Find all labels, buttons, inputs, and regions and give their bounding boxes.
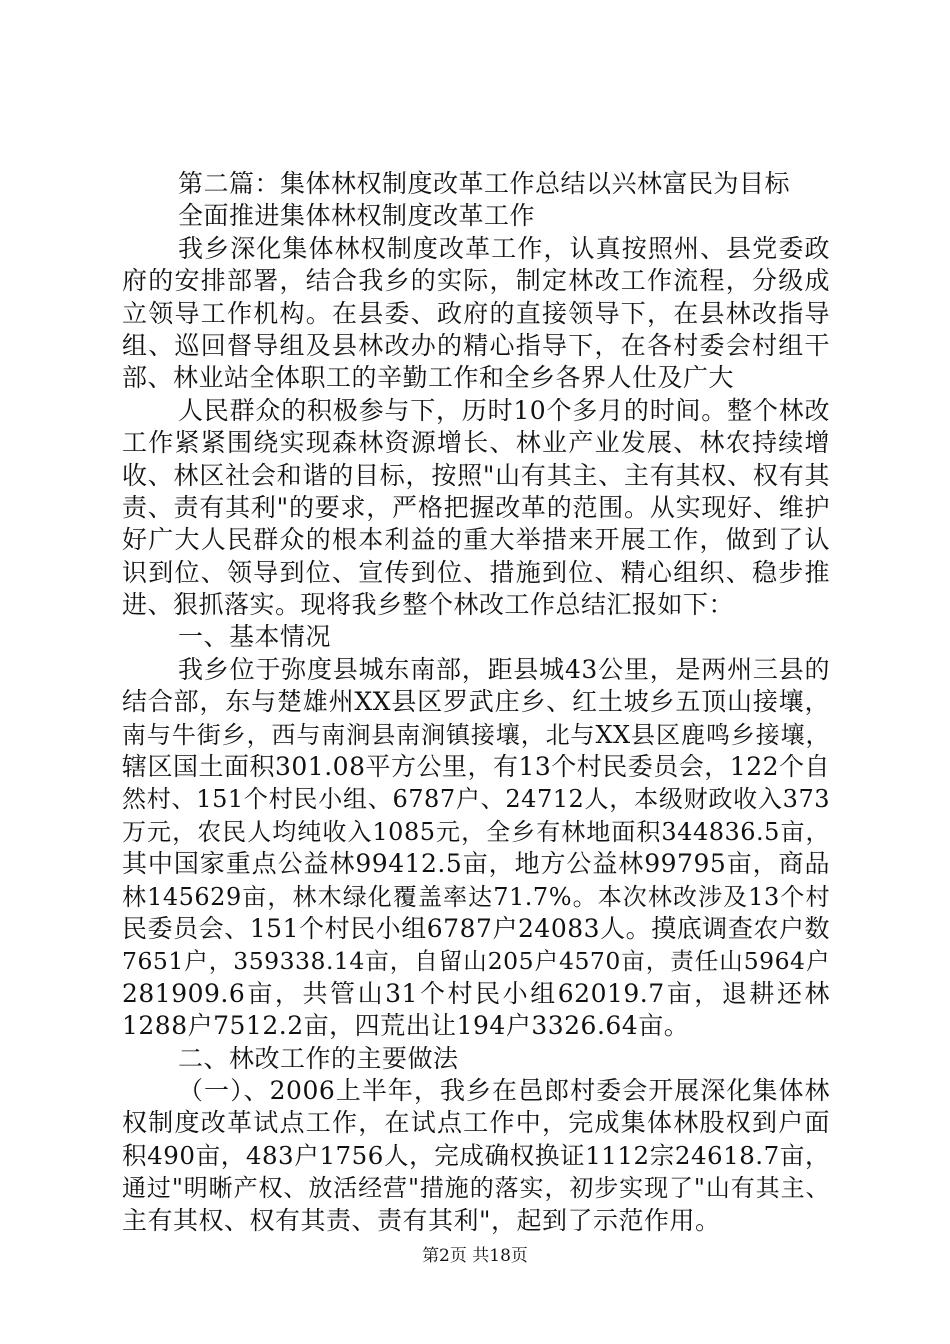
text-line: 然村、151个村民小组、6787户、24712人，本级财政收入373: [122, 785, 830, 814]
page-footer: 第2页 共18页: [422, 1246, 528, 1266]
text-line: 7651户，359338.14亩，自留山205户4570亩，责任山5964户: [122, 947, 830, 976]
text-line: （一）、2006上半年，我乡在邑郎村委会开展深化集体林: [178, 1075, 830, 1105]
text-line: 部、林业站全体职工的辛勤工作和全乡各界人仕及广大: [122, 363, 735, 393]
text-line: 好广大人民群众的根本利益的重大举措来开展工作，做到了认: [122, 525, 830, 555]
text-line: 主有其权、权有其责、责有其利"，起到了示范作用。: [122, 1205, 721, 1235]
text-line: 工作紧紧围绕实现森林资源增长、林业产业发展、林农持续增: [122, 428, 830, 458]
text-line: 权制度改革试点工作，在试点工作中，完成集体林股权到户面: [122, 1108, 830, 1138]
text-line: 辖区国土面积301.08平方公里，有13个村民委员会，122个自: [122, 752, 831, 782]
text-line: 通过"明晰产权、放活经营"措施的落实，初步实现了"山有其主、: [122, 1174, 830, 1203]
text-line: 识到位、领导到位、宣传到位、措施到位、精心组织、稳步推: [122, 557, 830, 587]
text-line: 二、林改工作的主要做法: [178, 1043, 459, 1073]
text-line: 进、狠抓落实。现将我乡整个林改工作总结汇报如下：: [122, 590, 735, 620]
text-line: 积490亩，483户1756人，完成确权换证1112宗24618.7亩，: [122, 1140, 830, 1170]
text-line: 南与牛街乡，西与南涧县南涧镇接壤，北与XX县区鹿鸣乡接壤，: [122, 720, 830, 749]
text-line: 林145629亩，林木绿化覆盖率达71.7%。本次林改涉及13个村: [122, 882, 830, 911]
text-line: 全面推进集体林权制度改革工作: [178, 201, 536, 231]
document-body: [122, 168, 830, 1237]
text-line: 组、巡回督导组及县林改办的精心指导下，在各村委会村组干: [122, 330, 830, 360]
text-line: 责、责有其利"的要求，严格把握改革的范围。从实现好、维护: [122, 492, 830, 522]
text-line: 其中国家重点公益林99412.5亩，地方公益林99795亩，商品: [122, 849, 830, 879]
text-line: 一、基本情况: [178, 622, 332, 652]
text-line: 民委员会、151个村民小组6787户24083人。摸底调查农户数: [122, 913, 830, 943]
text-line: 收、林区社会和谐的目标，按照"山有其主、主有其权、权有其: [122, 460, 830, 490]
text-line: 281909.6亩，共管山31个村民小组62019.7亩，退耕还林: [122, 978, 830, 1008]
text-line: 立领导工作机构。在县委、政府的直接领导下，在县林改指导: [122, 298, 830, 328]
text-line: 万元，农民人均纯收入1085元，全乡有林地面积344836.5亩，: [122, 817, 830, 846]
text-line: 1288户7512.2亩，四荒出让194户3326.64亩。: [122, 1011, 690, 1041]
text-line: 人民群众的积极参与下，历时10个多月的时间。整个林改: [178, 395, 830, 425]
text-line: 我乡位于弥度县城东南部，距县城43公里，是两州三县的: [178, 654, 830, 684]
text-line: 第二篇：集体林权制度改革工作总结以兴林富民为目标: [178, 169, 791, 198]
text-line: 我乡深化集体林权制度改革工作，认真按照州、县党委政: [178, 233, 830, 263]
text-line: 府的安排部署，结合我乡的实际，制定林改工作流程，分级成: [122, 266, 830, 296]
text-line: 结合部，东与楚雄州XX县区罗武庄乡、红土坡乡五顶山接壤，: [122, 687, 830, 717]
